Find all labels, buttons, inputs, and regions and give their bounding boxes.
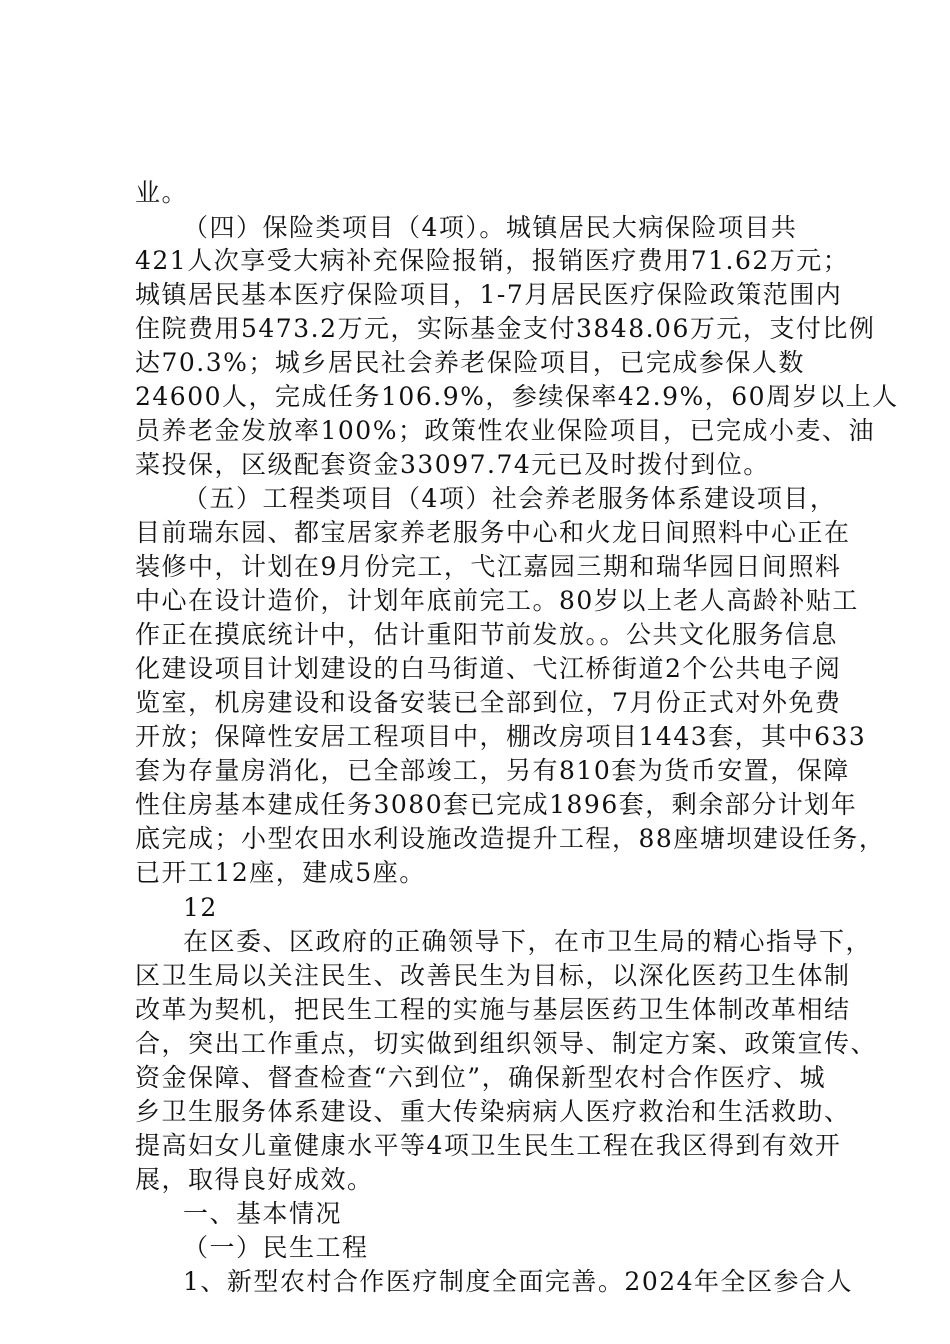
text-line: 1、新型农村合作医疗制度全面完善。2024年全区参合人 (183, 1267, 854, 1296)
text-line: 展，取得良好成效。 (135, 1165, 374, 1194)
subsection-heading: （一）民生工程 (183, 1233, 369, 1262)
text-line: 421人次享受大病补充保险报销，报销医疗费用71.62万元； (135, 246, 850, 275)
text-line: 区卫生局以关注民生、改善民生为目标，以深化医药卫生体制 (135, 961, 851, 990)
text-line: 城镇居民基本医疗保险项目，1-7月居民医疗保险政策范围内 (135, 280, 843, 309)
text-line: 装修中，计划在9月份完工，弋江嘉园三期和瑞华园日间照料 (135, 552, 842, 581)
text-line: 业。 (135, 178, 189, 207)
page-number: 12 (183, 893, 218, 922)
text-line: 员养老金发放率100%；政策性农业保险项目，已完成小麦、油 (135, 416, 875, 445)
text-line: 菜投保，区级配套资金33097.74元已及时拨付到位。 (135, 450, 770, 479)
text-line: 套为存量房消化，已全部竣工，另有810套为货币安置，保障 (135, 756, 850, 785)
text-line: 作正在摸底统计中，估计重阳节前发放。。公共文化服务信息 (135, 620, 839, 649)
text-line: 达70.3%；城乡居民社会养老保险项目，已完成参保人数 (135, 348, 805, 377)
text-line: 性住房基本建成任务3080套已完成1896套，剩余部分计划年 (135, 790, 858, 819)
text-line: （五）工程类项目（4项）社会养老服务体系建设项目， (183, 484, 837, 513)
section-heading: 一、基本情况 (183, 1199, 343, 1228)
text-line: 提高妇女儿童健康水平等4项卫生民生工程在我区得到有效开 (135, 1131, 842, 1160)
text-line: 览室，机房建设和设备安装已全部到位，7月份正式对外免费 (135, 688, 842, 717)
text-line: 底完成；小型农田水利设施改造提升工程，88座塘坝建设任务， (135, 824, 886, 853)
text-line: 乡卫生服务体系建设、重大传染病病人医疗救治和生活救助、 (135, 1097, 851, 1126)
text-line: 化建设项目计划建设的白马街道、弋江桥街道2个公共电子阅 (135, 654, 842, 683)
text-line: 合，突出工作重点，切实做到组织领导、制定方案、政策宣传、 (135, 1029, 878, 1058)
text-line: 中心在设计造价，计划年底前完工。80岁以上老人高龄补贴工 (135, 586, 859, 615)
text-line: 改革为契机，把民生工程的实施与基层医药卫生体制改革相结 (135, 995, 851, 1024)
text-line: 住院费用5473.2万元，实际基金支付3848.06万元，支付比例 (135, 314, 876, 343)
text-line: 资金保障、督查检查“六到位”，确保新型农村合作医疗、城 (135, 1063, 827, 1092)
text-line: 在区委、区政府的正确领导下，在市卫生局的精心指导下， (183, 927, 873, 956)
text-line: （四）保险类项目（4项）。城镇居民大病保险项目共 (183, 213, 798, 242)
text-line: 24600人，完成任务106.9%，参续保率42.9%，60周岁以上人 (135, 382, 899, 411)
text-line: 开放；保障性安居工程项目中，棚改房项目1443套，其中633 (135, 722, 867, 751)
text-line: 目前瑞东园、都宝居家养老服务中心和火龙日间照料中心正在 (135, 518, 851, 547)
text-line: 已开工12座，建成5座。 (135, 858, 426, 887)
